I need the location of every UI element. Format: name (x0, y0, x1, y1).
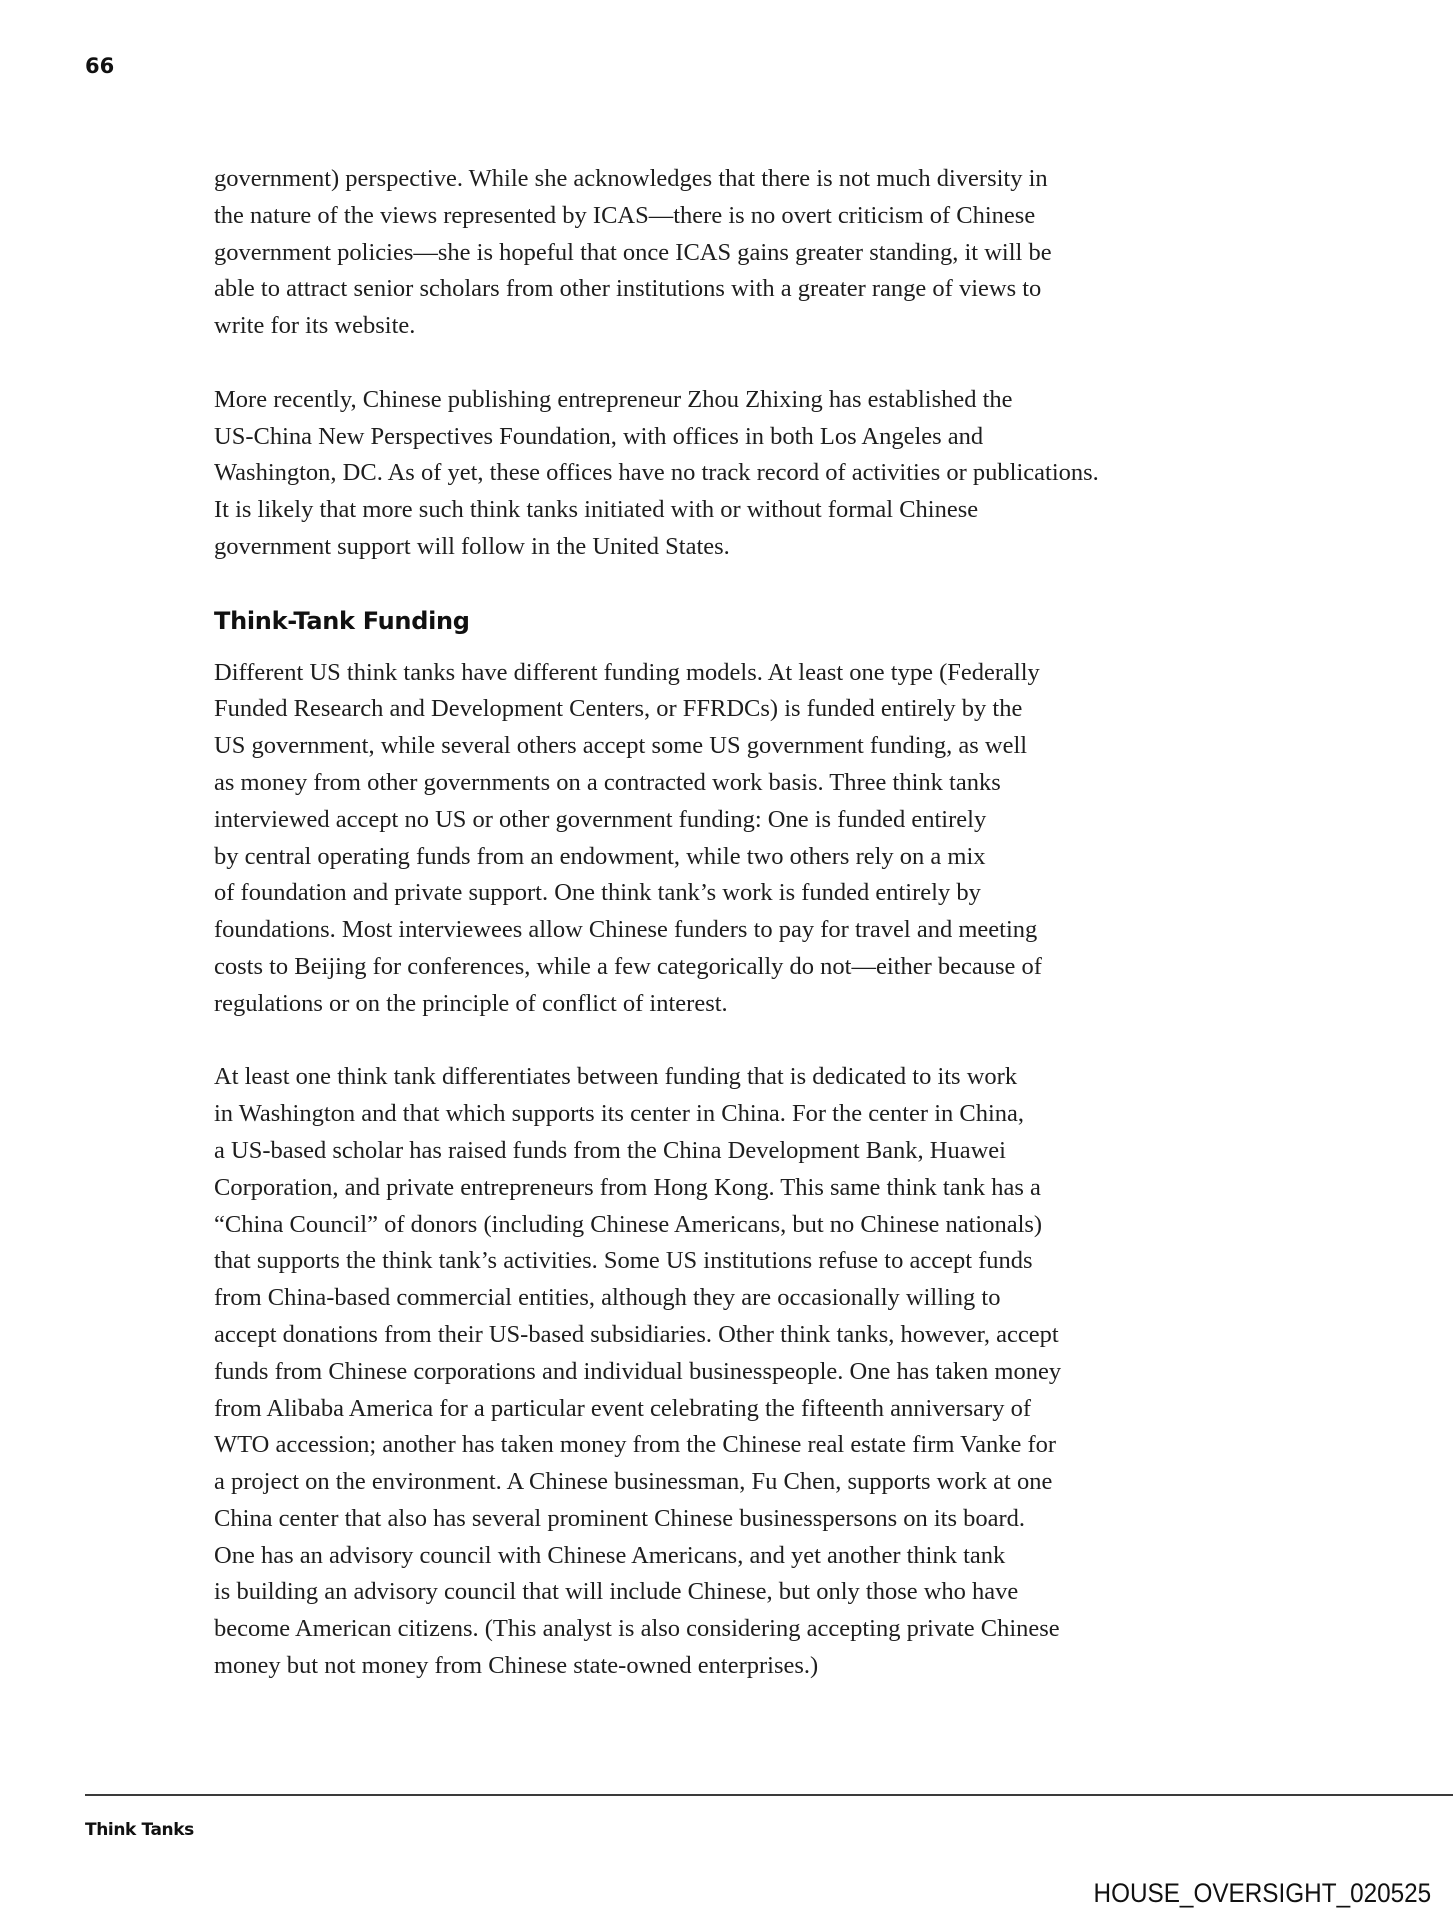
text-line: government support will follow in the United States. (214, 532, 730, 560)
text-line: funds from Chinese corporations and individual businesspeople. One has taken money (214, 1357, 1062, 1385)
text-line: of foundation and private support. One think tank’s work is funded entirely by (214, 879, 981, 907)
text-line: WTO accession; another has taken money from the Chinese real estate firm Vanke for (214, 1431, 1057, 1459)
text-line: is building an advisory council that will include Chinese, but only those who have (214, 1578, 1019, 1606)
paragraph (214, 161, 1214, 345)
text-line: from Alibaba America for a particular event celebrating the fifteenth anniversary of (214, 1394, 1031, 1422)
text-line: More recently, Chinese publishing entrepreneur Zhou Zhixing has established the (214, 385, 1013, 413)
text-line: a project on the environment. A Chinese businessman, Fu Chen, supports work at one (214, 1468, 1053, 1496)
text-line: Washington, DC. As of yet, these offices have no track record of activities or publications. (214, 459, 1099, 487)
paragraph (214, 382, 1214, 566)
section-heading: Think-Tank Funding (214, 606, 470, 635)
footer-divider (85, 1794, 1453, 1796)
text-line: Corporation, and private entrepreneurs from Hong Kong. This same think tank has a (214, 1173, 1041, 1201)
text-line: accept donations from their US-based subsidiaries. Other think tanks, however, accept (214, 1320, 1059, 1348)
text-line: write for its website. (214, 312, 416, 340)
text-line: Different US think tanks have different funding models. At least one type (Federally (214, 658, 1040, 686)
text-line: a US-based scholar has raised funds from the China Development Bank, Huawei (214, 1136, 1006, 1164)
text-line: government policies—she is hopeful that once ICAS gains greater standing, it will be (214, 238, 1052, 266)
text-line: It is likely that more such think tanks initiated with or without formal Chinese (214, 496, 979, 524)
text-line: Funded Research and Development Centers, or FFRDCs) is funded entirely by the (214, 695, 1023, 723)
text-line: in Washington and that which supports its center in China. For the center in China, (214, 1100, 1025, 1128)
text-line: One has an advisory council with Chinese Americans, and yet another think tank (214, 1541, 1006, 1569)
bates-number: HOUSE_OVERSIGHT_020525 (1093, 1878, 1431, 1908)
text-line: US government, while several others accept some US government funding, as well (214, 732, 1028, 760)
paragraph (214, 1059, 1214, 1685)
body-text (214, 161, 1214, 1722)
page-number: 66 (85, 54, 115, 78)
text-line: able to attract senior scholars from other institutions with a greater range of views to (214, 275, 1042, 303)
text-line: by central operating funds from an endowment, while two others rely on a mix (214, 842, 986, 870)
text-line: money but not money from Chinese state-owned enterprises.) (214, 1652, 819, 1680)
text-line: foundations. Most interviewees allow Chinese funders to pay for travel and meeting (214, 916, 1038, 944)
text-line: “China Council” of donors (including Chinese Americans, but no Chinese nationals) (214, 1210, 1043, 1238)
text-line: that supports the think tank’s activities. Some US institutions refuse to accept funds (214, 1247, 1033, 1275)
text-line: as money from other governments on a contracted work basis. Three think tanks (214, 768, 1001, 796)
text-line: regulations or on the principle of conflict of interest. (214, 989, 728, 1017)
text-line: become American citizens. (This analyst is also considering accepting private Chinese (214, 1615, 1060, 1643)
text-line: interviewed accept no US or other government funding: One is funded entirely (214, 805, 987, 833)
text-line: US-China New Perspectives Foundation, with offices in both Los Angeles and (214, 422, 984, 450)
paragraphs-before-heading (214, 161, 1214, 566)
text-line: the nature of the views represented by ICAS—there is no overt criticism of Chinese (214, 201, 1036, 229)
text-line: China center that also has several prominent Chinese businesspersons on its board. (214, 1504, 1026, 1532)
paragraphs-after-heading (214, 655, 1214, 1685)
text-line: government) perspective. While she acknowledges that there is not much diversity in (214, 165, 1048, 192)
text-line: At least one think tank differentiates between funding that is dedicated to its work (214, 1063, 1018, 1091)
footer-running-title: Think Tanks (85, 1820, 194, 1840)
text-line: costs to Beijing for conferences, while a few categorically do not—either because of (214, 952, 1042, 980)
text-line: from China-based commercial entities, although they are occasionally willing to (214, 1284, 1001, 1312)
paragraph (214, 655, 1214, 1023)
